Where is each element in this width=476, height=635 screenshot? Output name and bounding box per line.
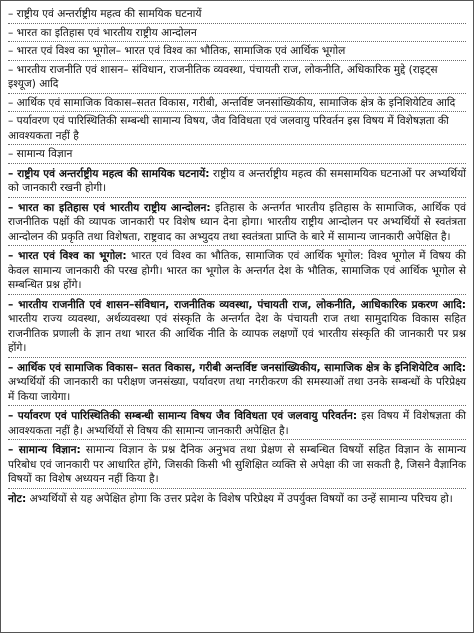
topic-details xyxy=(8,166,466,508)
note-paragraph xyxy=(8,491,466,508)
detail-paragraph xyxy=(8,248,466,295)
note-heading: नोट: xyxy=(8,492,27,505)
detail-body: भारतीय राज्य व्यवस्था, अर्थव्यवस्था एवं संस्कृति के अन्तर्गत देश के पंचायती राज तथा सामुदायिक विकास सहित राजनीतिक प्रणाली के ज्ञान तथा भारत की आर्थिक नीति के व्यापक लक्षणों एवं भारतीय संस्कृति की जानकारी पर प्रश्न होंगे। xyxy=(8,313,466,354)
detail-heading: – भारत एवं विश्व का भूगोल: xyxy=(8,250,127,262)
topic-item: – राष्ट्रीय एवं अन्तर्राष्ट्रीय महत्व की सामयिक घटनायें xyxy=(8,7,466,24)
detail-heading: – भारतीय राजनीति एवं शासन–संविधान, राजनीतिक व्यवस्था, पंचायती राज, लोकनीति, आधिकारिक प्रकरण आदि: xyxy=(8,298,466,311)
detail-heading: – पर्यावरण एवं पारिस्थितिकी सम्बन्धी सामान्य विषय जैव विविधता एवं जलवायु परिवर्तन: xyxy=(8,410,358,422)
detail-heading: – राष्ट्रीय एवं अन्तर्राष्ट्रीय महत्व की सामयिक घटनायें: xyxy=(8,167,210,180)
topic-item: – भारत एवं विश्व का भूगोल– भारत एवं विश्व का भौतिक, सामाजिक एवं आर्थिक भूगोल xyxy=(8,44,466,61)
detail-paragraph xyxy=(8,166,466,198)
detail-paragraph xyxy=(8,408,466,440)
detail-body: इस विषय में विशेषज्ञता की आवश्यकता नहीं है। अभ्यर्थियों से विषय की सामान्य जानकारी अपेक्षित है। xyxy=(8,410,466,437)
detail-heading: – आर्थिक एवं सामाजिक विकास– सतत विकास, गरीबी अन्तर्विष्ट जनसांख्यिकीय, सामाजिक क्षेत्र के इनिशियेटिव आदि: xyxy=(8,361,466,374)
detail-paragraph xyxy=(8,360,466,407)
detail-body: इतिहास के अन्तर्गत भारतीय इतिहास के सामाजिक, आर्थिक एवं राजनीतिक पक्षों की व्यापक जानकारी पर विशेष ध्यान देना होगा। भारतीय राष्ट्रीय आन्दोलन पर अभ्यर्थियों से स्वतंत्रता आन्दोलन की प्रकृति तथा विशेषता, राष्ट्रवाद का अभ्युदय तथा स्वतंत्रता प्राप्ति के बारे में सामान्य जानकारी अपेक्षित है। xyxy=(8,201,466,243)
detail-body: सामान्य विज्ञान के प्रश्न दैनिक अनुभव तथा प्रेक्षण से सम्बन्धित विषयों सहित विज्ञान के सामान्य परिबोध एवं जानकारी पर आधारित होंगे, जिसकी किसी भी सुशिक्षित व्यक्ति से अपेक्षा की जा सकती है, जिसने वैज्ञानिक विषयों का विशेष अध्ययन नहीं किया है। xyxy=(8,444,466,485)
detail-body: राष्ट्रीय व अन्तर्राष्ट्रीय महत्व की समसामयिक घटनाओं पर अभ्यर्थियों को जानकारी रखनी होगी। xyxy=(8,167,466,194)
topic-item: – भारत का इतिहास एवं भारतीय राष्ट्रीय आन्दोलन xyxy=(8,26,466,43)
note-body: अभ्यर्थियों से यह अपेक्षित होगा कि उत्तर प्रदेश के विशेष परिप्रेक्ष्य में उपर्युक्त विषयों का उन्हें सामान्य परिचय हो। xyxy=(26,492,453,505)
detail-paragraph xyxy=(8,297,466,358)
topic-item: – आर्थिक एवं सामाजिक विकास–सतत विकास, गरीबी, अन्तर्विष्ट जनसांख्यिकीय, सामाजिक क्षेत्र के इनिशियेटिव आदि xyxy=(8,96,466,113)
detail-paragraph xyxy=(8,200,466,247)
detail-heading: – सामान्य विज्ञान: xyxy=(8,444,81,456)
detail-heading: – भारत का इतिहास एवं भारतीय राष्ट्रीय आन्दोलन: xyxy=(8,201,211,214)
topic-item: – भारतीय राजनीति एवं शासन– संविधान, राजनीतिक व्यवस्था, पंचायती राज, लोकनीति, अधिकारिक मुद्दे (राइट्स इश्यूज) आदि xyxy=(8,63,466,94)
topic-item: – पर्यावरण एवं पारिस्थितिकी सम्बन्धी सामान्य विषय, जैव विविधता एवं जलवायु परिवर्तन इस विषय में विशेषज्ञता की आवश्यकता नहीं है xyxy=(8,114,466,145)
detail-paragraph xyxy=(8,442,466,489)
topic-item: – सामान्य विज्ञान xyxy=(8,147,466,164)
detail-body: भारत एवं विश्व का भौतिक, सामाजिक एवं आर्थिक भूगोल: विश्व भूगोल में विषय की केवल सामान्य जानकारी की परख होगी। भारत का भूगोल के अन्तर्गत देश के भौतिक, सामाजिक एवं आर्थिक भूगोल से सम्बन्धित प्रश्न होंगे। xyxy=(8,250,466,291)
topic-list xyxy=(8,7,466,164)
detail-body: अभ्यर्थियों की जानकारी का परीक्षण जनसंख्या, पर्यावरण तथा नगरीकरण की समस्याओं तथा उनके सम्बन्धों के परिप्रेक्ष्य में किया जायेगा। xyxy=(8,376,466,403)
